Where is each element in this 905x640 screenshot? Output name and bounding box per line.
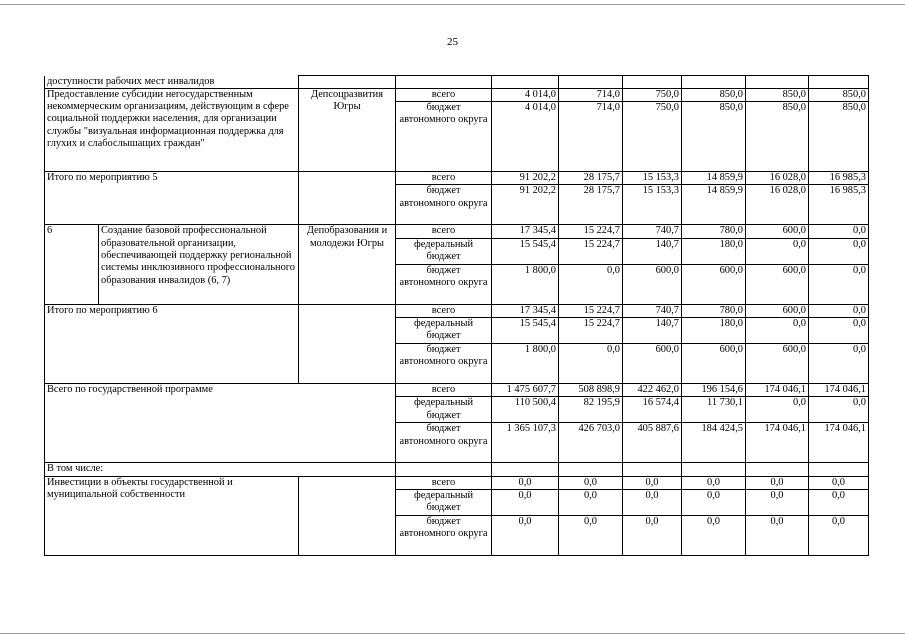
funding-source: федеральный бюджет	[396, 317, 492, 343]
value-cell: 0,0	[623, 476, 682, 489]
funding-source: федеральный бюджет	[396, 238, 492, 264]
value-cell: 0,0	[623, 515, 682, 555]
value-cell: 750,0	[623, 88, 682, 101]
value-cell: 600,0	[746, 225, 809, 238]
value-cell: 196 154,6	[682, 383, 746, 396]
value-cell: 0,0	[809, 476, 869, 489]
value-cell: 600,0	[623, 264, 682, 304]
value-cell: 740,7	[623, 225, 682, 238]
value-cell: 0,0	[682, 489, 746, 515]
value-cell: 15 545,4	[492, 238, 559, 264]
value-cell: 600,0	[682, 264, 746, 304]
funding-source: бюджет автономного округа	[396, 102, 492, 172]
value-cell: 0,0	[809, 225, 869, 238]
funding-source: всего	[396, 225, 492, 238]
value-cell: 15 153,3	[623, 185, 682, 225]
funding-source: бюджет автономного округа	[396, 343, 492, 383]
value-cell: 0,0	[746, 476, 809, 489]
total-label: Итого по мероприятию 6	[45, 304, 299, 383]
value-cell: 174 046,1	[809, 383, 869, 396]
value-cell: 180,0	[682, 317, 746, 343]
value-cell: 780,0	[682, 304, 746, 317]
value-cell: 600,0	[746, 304, 809, 317]
funding-source: бюджет автономного округа	[396, 264, 492, 304]
funding-source: бюджет автономного округа	[396, 515, 492, 555]
funding-source: федеральный бюджет	[396, 489, 492, 515]
value-cell: 850,0	[809, 102, 869, 172]
value-cell: 16 028,0	[746, 185, 809, 225]
value-cell: 15 224,7	[559, 238, 623, 264]
value-cell: 140,7	[623, 317, 682, 343]
row-text: доступности рабочих мест инвалидов	[45, 76, 299, 89]
table-row	[45, 88, 869, 101]
value-cell: 15 545,4	[492, 317, 559, 343]
funding-source: бюджет автономного округа	[396, 423, 492, 463]
value-cell: 850,0	[809, 88, 869, 101]
funding-source: всего	[396, 172, 492, 185]
funding-source: всего	[396, 88, 492, 101]
value-cell: 11 730,1	[682, 397, 746, 423]
value-cell: 0,0	[492, 476, 559, 489]
value-cell: 4 014,0	[492, 102, 559, 172]
value-cell: 14 859,9	[682, 185, 746, 225]
value-cell: 174 046,1	[746, 423, 809, 463]
value-cell: 16 985,3	[809, 185, 869, 225]
table-row	[45, 76, 869, 89]
value-cell: 0,0	[809, 317, 869, 343]
value-cell: 17 345,4	[492, 225, 559, 238]
value-cell: 180,0	[682, 238, 746, 264]
value-cell: 0,0	[559, 264, 623, 304]
value-cell: 750,0	[623, 102, 682, 172]
value-cell: 0,0	[809, 264, 869, 304]
value-cell: 0,0	[559, 343, 623, 383]
value-cell: 28 175,7	[559, 172, 623, 185]
value-cell: 0,0	[492, 489, 559, 515]
value-cell: 600,0	[746, 343, 809, 383]
value-cell: 600,0	[746, 264, 809, 304]
value-cell: 508 898,9	[559, 383, 623, 396]
value-cell: 17 345,4	[492, 304, 559, 317]
measure-number: 6	[45, 225, 99, 304]
funding-source: бюджет автономного округа	[396, 185, 492, 225]
value-cell: 184 424,5	[682, 423, 746, 463]
funding-source: федеральный бюджет	[396, 397, 492, 423]
value-cell: 0,0	[623, 489, 682, 515]
value-cell: 16 985,3	[809, 172, 869, 185]
value-cell: 174 046,1	[746, 383, 809, 396]
executor: Депсоцразвития Югры	[299, 88, 396, 171]
value-cell: 0,0	[809, 397, 869, 423]
value-cell: 850,0	[682, 102, 746, 172]
scan-edge-top	[0, 4, 905, 5]
value-cell: 0,0	[559, 515, 623, 555]
value-cell: 1 800,0	[492, 343, 559, 383]
value-cell: 15 153,3	[623, 172, 682, 185]
value-cell: 0,0	[746, 489, 809, 515]
table-row	[45, 476, 869, 489]
value-cell: 0,0	[809, 304, 869, 317]
value-cell: 850,0	[682, 88, 746, 101]
value-cell: 0,0	[682, 476, 746, 489]
program-finance-table	[44, 75, 869, 556]
value-cell: 15 224,7	[559, 225, 623, 238]
value-cell: 0,0	[746, 238, 809, 264]
scan-edge-bottom	[0, 633, 905, 634]
value-cell: 850,0	[746, 88, 809, 101]
value-cell: 426 703,0	[559, 423, 623, 463]
value-cell: 0,0	[746, 397, 809, 423]
value-cell: 91 202,2	[492, 172, 559, 185]
section-label: В том числе:	[45, 463, 396, 476]
value-cell: 82 195,9	[559, 397, 623, 423]
value-cell: 0,0	[809, 489, 869, 515]
value-cell: 28 175,7	[559, 185, 623, 225]
value-cell: 15 224,7	[559, 304, 623, 317]
value-cell: 0,0	[746, 515, 809, 555]
value-cell: 405 887,6	[623, 423, 682, 463]
value-cell: 714,0	[559, 88, 623, 101]
value-cell: 780,0	[682, 225, 746, 238]
funding-source: всего	[396, 383, 492, 396]
investment-label: Инвестиции в объекты государственной и муниципальной собственности	[45, 476, 299, 555]
value-cell: 0,0	[809, 238, 869, 264]
value-cell: 15 224,7	[559, 317, 623, 343]
value-cell: 1 365 107,3	[492, 423, 559, 463]
value-cell: 422 462,0	[623, 383, 682, 396]
value-cell: 1 475 607,7	[492, 383, 559, 396]
value-cell: 16 028,0	[746, 172, 809, 185]
total-label: Итого по мероприятию 5	[45, 172, 299, 225]
value-cell: 14 859,9	[682, 172, 746, 185]
value-cell: 91 202,2	[492, 185, 559, 225]
table-row	[45, 304, 869, 317]
value-cell: 850,0	[746, 102, 809, 172]
value-cell: 16 574,4	[623, 397, 682, 423]
funding-source: всего	[396, 476, 492, 489]
value-cell: 714,0	[559, 102, 623, 172]
value-cell: 0,0	[492, 515, 559, 555]
measure-name: Создание базовой профессиональной образовательной организации, обеспечивающей поддержку региональной системы инклюзивного профессионального образования инвалидов (6, 7)	[99, 225, 299, 304]
table-row	[45, 172, 869, 185]
value-cell: 0,0	[746, 317, 809, 343]
value-cell: 0,0	[809, 515, 869, 555]
value-cell: 0,0	[559, 476, 623, 489]
value-cell: 600,0	[682, 343, 746, 383]
value-cell: 110 500,4	[492, 397, 559, 423]
value-cell: 1 800,0	[492, 264, 559, 304]
value-cell: 600,0	[623, 343, 682, 383]
value-cell: 0,0	[559, 489, 623, 515]
table-row	[45, 383, 869, 396]
value-cell: 4 014,0	[492, 88, 559, 101]
table-row	[45, 225, 869, 238]
funding-source: всего	[396, 304, 492, 317]
value-cell: 0,0	[682, 515, 746, 555]
value-cell: 740,7	[623, 304, 682, 317]
program-total-label: Всего по государственной программе	[45, 383, 396, 462]
table-row	[45, 463, 869, 476]
value-cell: 140,7	[623, 238, 682, 264]
page-number: 25	[447, 36, 458, 48]
measure-name: Предоставление субсидии негосударственным некоммерческим организациям, действующим в сфере социальной поддержки населения, для организации службы "визуальная информационная поддержка для глухих и слабослышащих граждан"	[45, 88, 299, 171]
value-cell: 0,0	[809, 343, 869, 383]
executor: Депобразования и молодежи Югры	[299, 225, 396, 304]
value-cell: 174 046,1	[809, 423, 869, 463]
